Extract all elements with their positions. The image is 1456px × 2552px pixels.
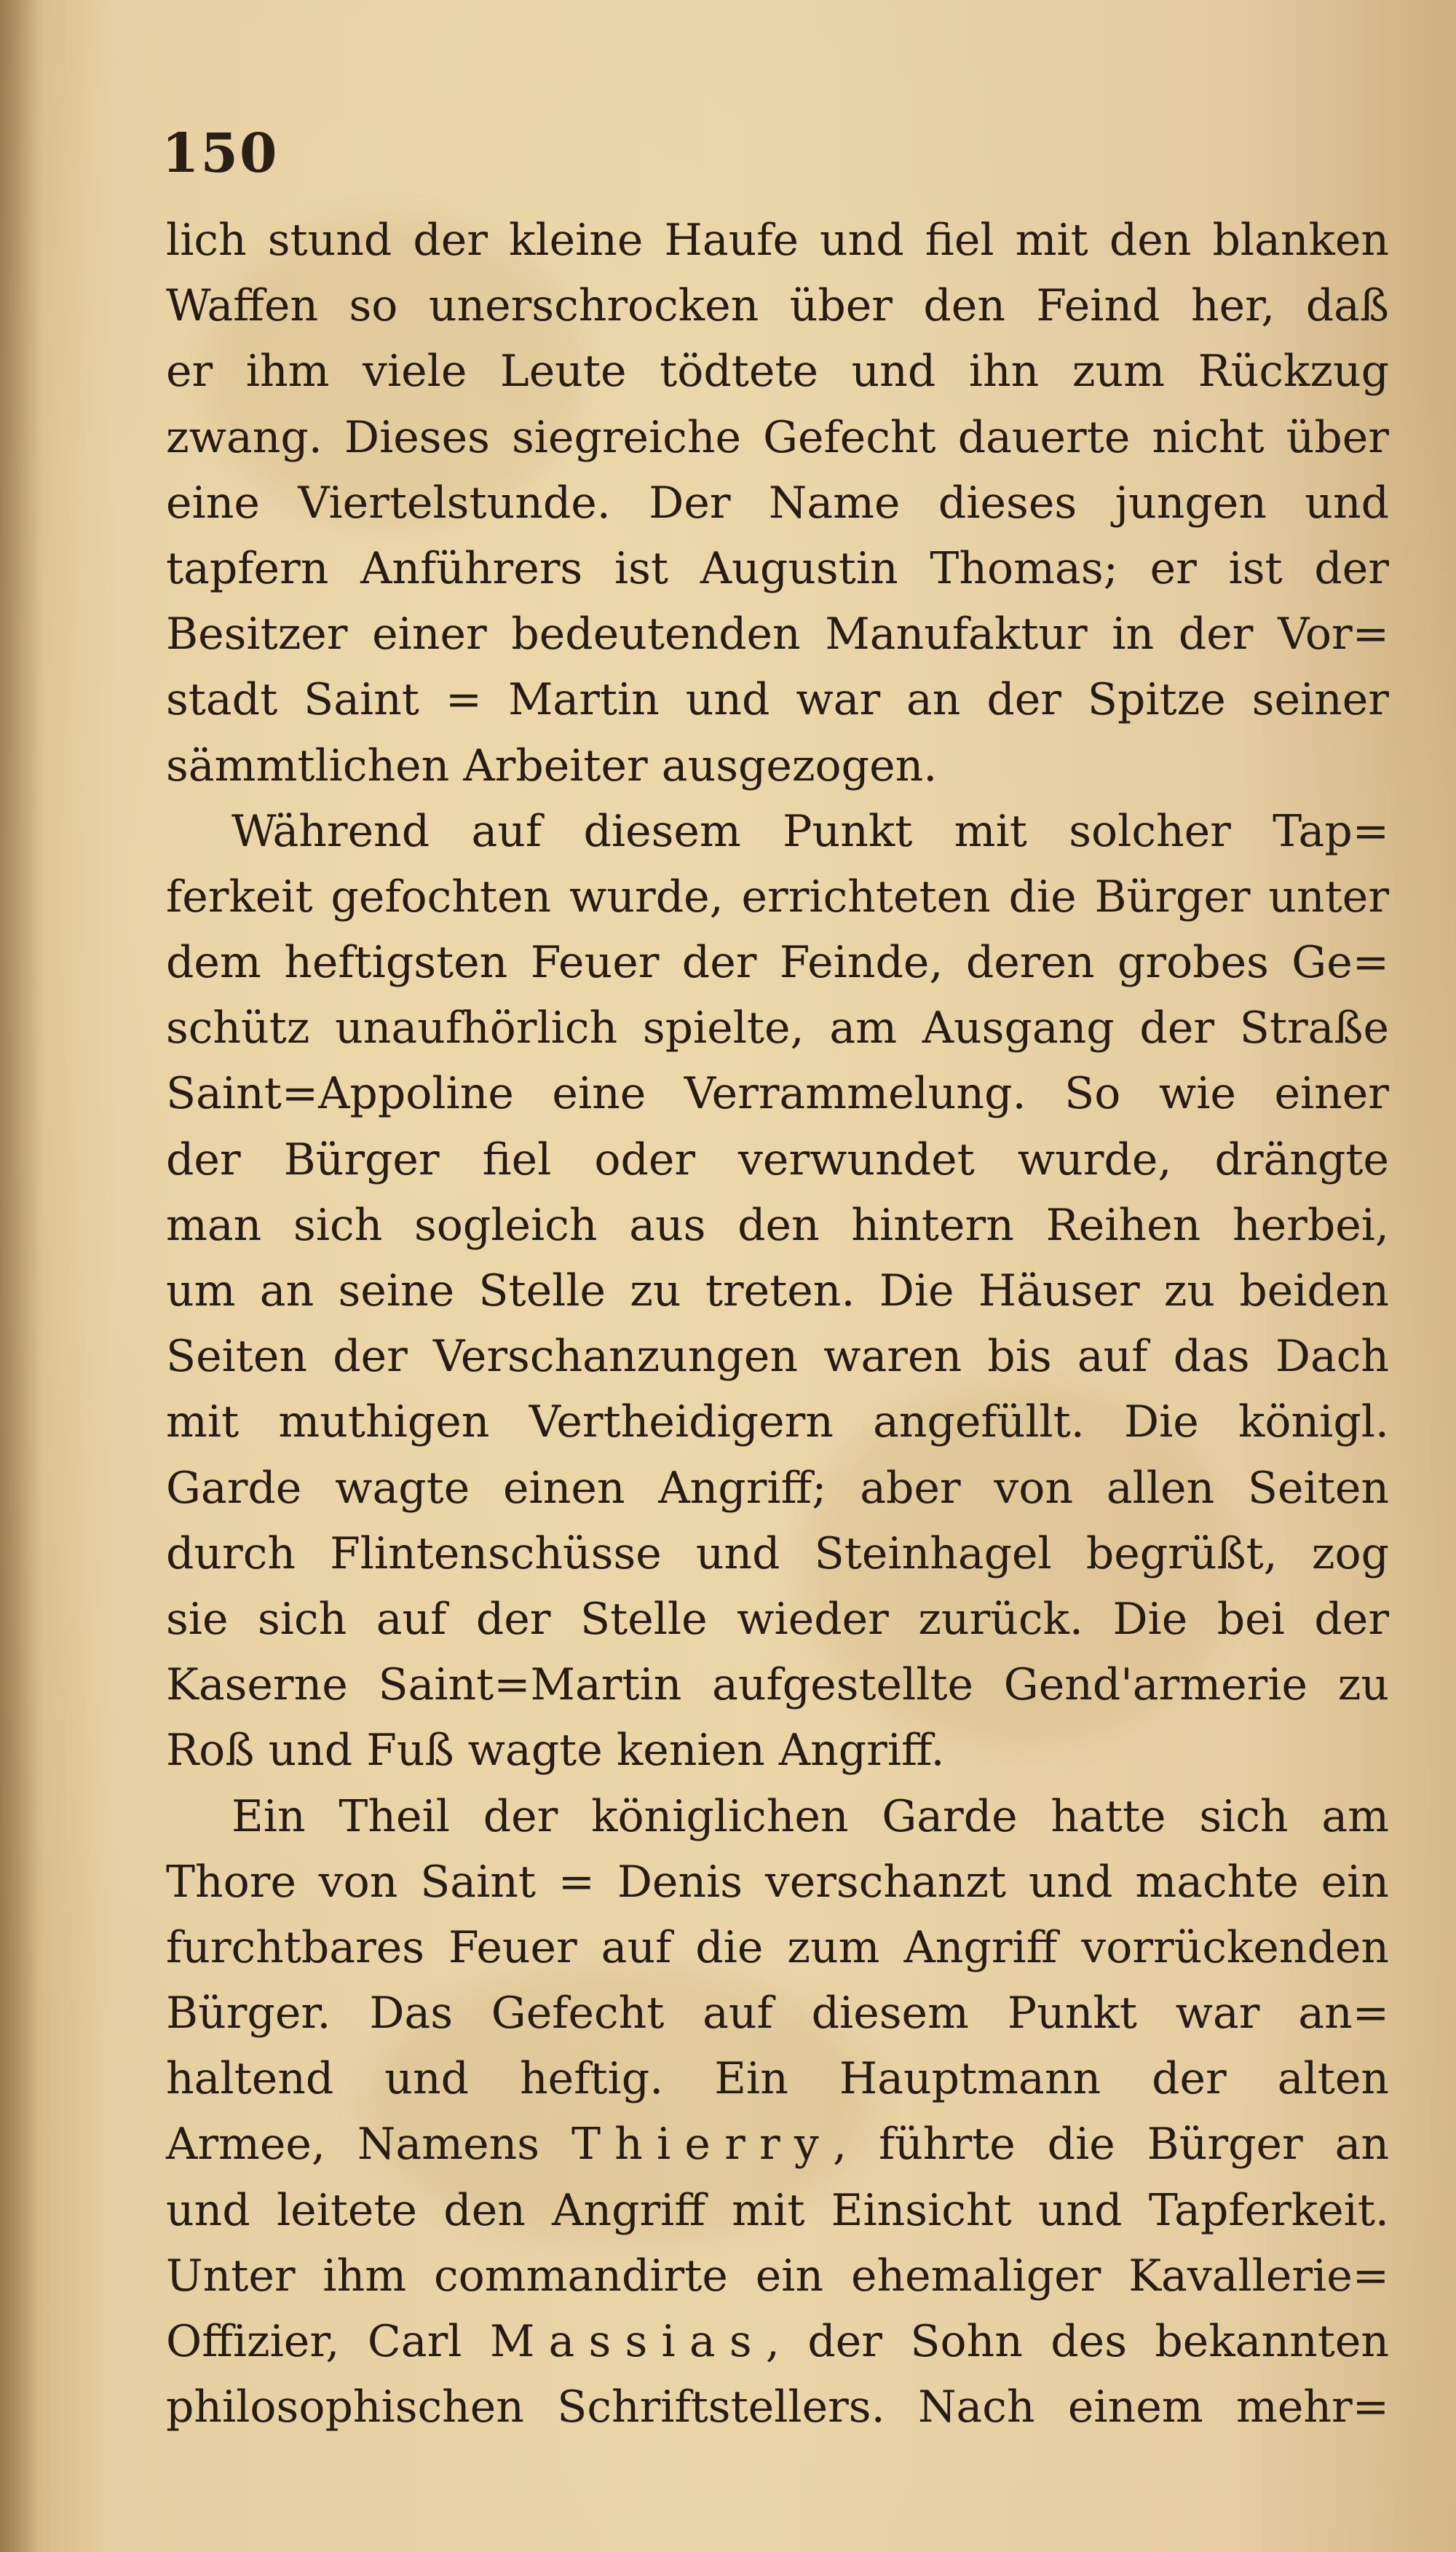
gutter-shadow	[0, 0, 44, 2552]
paragraph-start-line: Ein Theil der königlichen Garde hatte sich am	[232, 1790, 1389, 1842]
text-line: lich stund der kleine Haufe und fiel mit den blanken	[166, 215, 1389, 266]
text-line: haltend und heftig. Ein Hauptmann der alten	[166, 2053, 1389, 2105]
text-line: er ihm viele Leute tödtete und ihn zum Rückzug	[166, 346, 1389, 398]
text-line: eine Viertelstunde. Der Name dieses jungen und	[166, 477, 1389, 529]
text-line: der Bürger fiel oder verwundet wurde, drängte	[166, 1134, 1389, 1185]
text-line: Besitzer einer bedeutenden Manufaktur in der Vor=	[166, 609, 1389, 660]
text-line: Unter ihm commandirte ein ehemaliger Kavallerie=	[166, 2250, 1389, 2302]
text-line: dem heftigsten Feuer der Feinde, deren grobes Ge=	[166, 937, 1389, 989]
line-fragment: , der Sohn des bekannten	[765, 2316, 1389, 2367]
text-line: Waffen so unerschrocken über den Feind her, daß	[166, 280, 1389, 332]
text-line: man sich sogleich aus den hintern Reihen herbei,	[166, 1199, 1389, 1251]
text-line: schütz unaufhörlich spielte, am Ausgang der Straße	[166, 1003, 1389, 1054]
line-fragment: Offizier, Carl	[166, 2316, 490, 2367]
text-line: philosophischen Schriftstellers. Nach einem mehr=	[166, 2382, 1389, 2433]
text-line: Bürger. Das Gefecht auf diesem Punkt war an=	[166, 1988, 1389, 2039]
page-number: 150	[162, 122, 279, 185]
text-line: Seiten der Verschanzungen waren bis auf das Dach	[166, 1331, 1389, 1383]
spaced-name-massias: Massias	[489, 2316, 766, 2367]
text-line: ferkeit gefochten wurde, errichteten die Bürger unter	[166, 871, 1389, 923]
text-line	[166, 2111, 1389, 2177]
line-fragment: , führte die Bürger an	[832, 2119, 1390, 2170]
text-line: durch Flintenschüsse und Steinhagel begrüßt, zog	[166, 1528, 1389, 1579]
text-line: furchtbares Feuer auf die zum Angriff vorrückenden	[166, 1921, 1389, 1973]
text-line: Kaserne Saint=Martin aufgestellte Gend'armerie zu	[166, 1659, 1389, 1711]
body-text	[166, 208, 1389, 2440]
text-line: Garde wagte einen Angriff; aber von allen Seiten	[166, 1462, 1389, 1514]
text-line: Saint=Appoline eine Verrammelung. So wie einer	[166, 1068, 1389, 1120]
paragraph-end-line: Roß und Fuß wagte kenien Angriff.	[166, 1725, 945, 1777]
text-line: tapfern Anführers ist Augustin Thomas; er ist der	[166, 542, 1389, 594]
paragraph-start-line: Während auf diesem Punkt mit solcher Tap=	[232, 805, 1389, 857]
line-fragment: Armee, Namens	[166, 2119, 571, 2170]
text-line: mit muthigen Vertheidigern angefüllt. Die königl.	[166, 1397, 1389, 1448]
text-line: Thore von Saint = Denis verschanzt und machte ein	[166, 1856, 1389, 1908]
text-line: und leitete den Angriff mit Einsicht und Tapferkeit.	[166, 2184, 1389, 2236]
paragraph-end-line: sämmtlichen Arbeiter ausgezogen.	[166, 740, 938, 791]
text-line	[166, 2309, 1389, 2374]
text-line: stadt Saint = Martin und war an der Spitze seiner	[166, 674, 1389, 726]
text-line: um an seine Stelle zu treten. Die Häuser zu beiden	[166, 1265, 1389, 1316]
text-line: sie sich auf der Stelle wieder zurück. Die bei der	[166, 1593, 1389, 1645]
text-line: zwang. Dieses siegreiche Gefecht dauerte nicht über	[166, 411, 1389, 463]
spaced-name-thierry: Thierry	[571, 2119, 833, 2170]
